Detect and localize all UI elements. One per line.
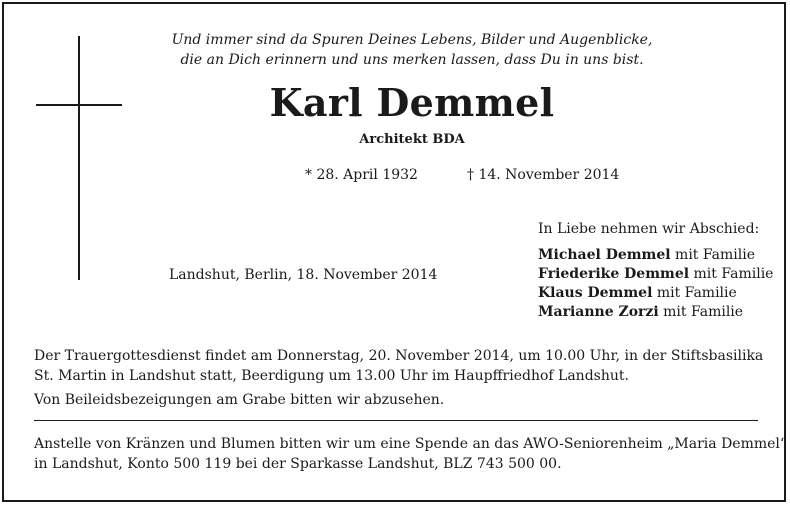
condolence-notice: Von Beileidsbezeigungen am Grabe bitten wir abzusehen. [34,392,445,408]
list-item [538,303,773,322]
mourners-list [538,246,773,322]
mourner-suffix: mit Familie [689,266,774,282]
service-line-2: St. Martin in Landshut statt, Beerdigung um 13.00 Uhr im Haupffriedhof Landshut. [34,368,629,384]
quote-line-2: die an Dich erinnern und uns merken lassen, dass Du in uns bist. [180,52,644,68]
quote-line-1: Und immer sind da Spuren Deines Lebens, Bilder und Augenblicke, [171,32,653,48]
deceased-title: Architekt BDA [359,132,465,147]
cross-icon-beam [36,104,122,106]
cross-icon [78,36,80,280]
mourner-suffix: mit Familie [670,247,755,263]
farewell-text: In Liebe nehmen wir Abschied: [538,221,760,237]
service-notice [34,346,762,386]
birth-date: * 28. April 1932 [305,167,418,183]
mourner-suffix: mit Familie [658,304,744,320]
donation-line-1: Anstelle von Kränzen und Blumen bitten wir um eine Spende an das AWO-Seniorenheim „Maria Demmel“ [34,436,788,452]
deceased-name: Karl Demmel [269,80,555,125]
list-item [538,246,773,265]
list-item [538,265,773,284]
mourner-name: Marianne Zorzi [538,304,659,320]
mourner-suffix: mit Familie [652,285,737,301]
donation-notice [34,434,788,474]
mourner-name: Friederike Demmel [538,266,690,282]
service-line-1: Der Trauergottesdienst findet am Donnerstag, 20. November 2014, um 10.00 Uhr, in der Stiftsbasilika [34,348,764,364]
mourner-name: Michael Demmel [538,247,671,263]
place-date: Landshut, Berlin, 18. November 2014 [169,267,438,283]
donation-line-2: in Landshut, Konto 500 119 bei der Sparkasse Landshut, BLZ 743 500 00. [34,456,562,472]
death-date: † 14. November 2014 [467,167,620,183]
divider [34,420,758,421]
memorial-quote [150,30,674,70]
list-item [538,284,773,303]
mourner-name: Klaus Demmel [538,285,653,301]
